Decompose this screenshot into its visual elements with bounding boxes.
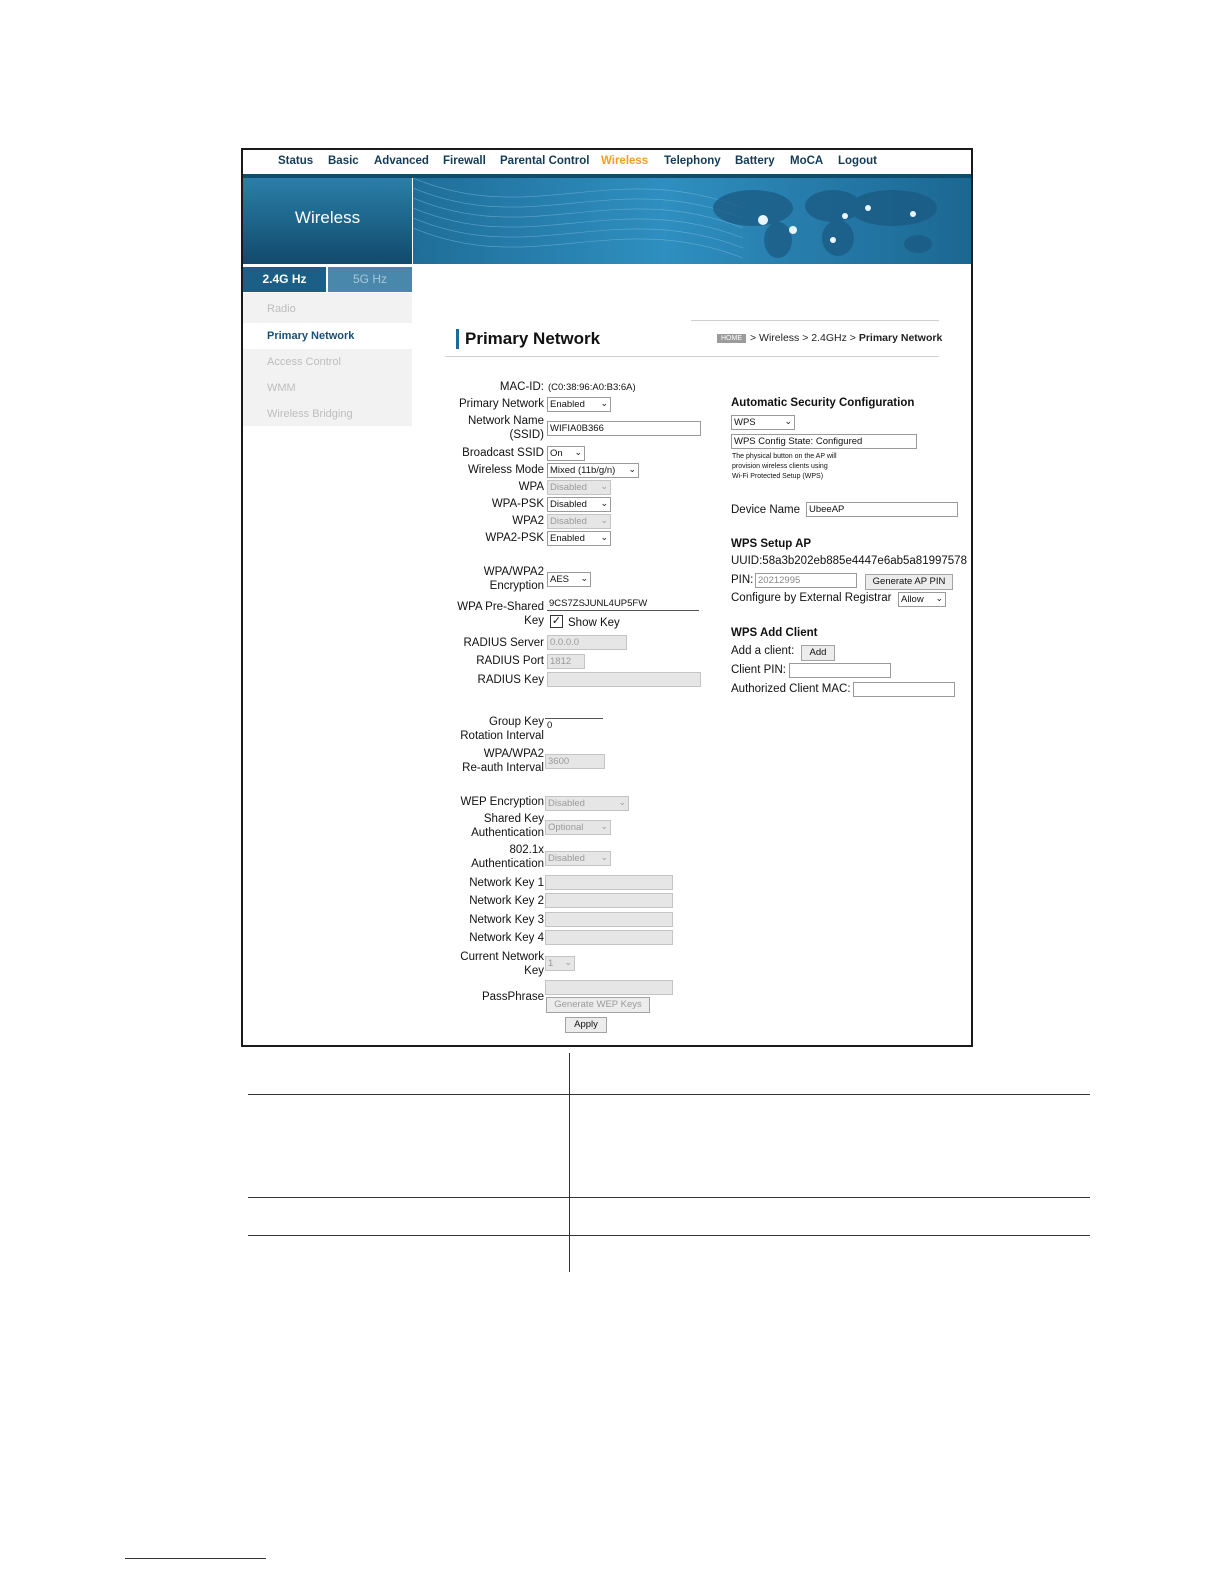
sidebar-item-primary-network[interactable]: Primary Network bbox=[267, 330, 355, 342]
ssid-label-line2: (SSID) bbox=[509, 429, 544, 441]
pin-input[interactable]: 20212995 bbox=[755, 573, 857, 588]
wpa-psk-select[interactable] bbox=[547, 497, 611, 512]
wps-note-line1: The physical button on the AP will bbox=[732, 453, 837, 460]
nav-parental-control[interactable]: Parental Control bbox=[500, 155, 590, 167]
chevron-down-icon: ⌄ bbox=[600, 852, 608, 862]
current-key-label-line2: Key bbox=[524, 965, 544, 977]
radius-port-input[interactable]: 1812 bbox=[547, 654, 585, 669]
router-admin-window bbox=[241, 148, 973, 1047]
add-client-label: Add a client: bbox=[731, 645, 795, 657]
breadcrumb-path: > Wireless > 2.4GHz > bbox=[750, 332, 859, 344]
nav-status[interactable]: Status bbox=[278, 155, 314, 167]
nav-wireless[interactable]: Wireless bbox=[601, 155, 649, 167]
network-key-4-label: Network Key 4 bbox=[469, 932, 544, 944]
network-key-2-label: Network Key 2 bbox=[469, 895, 544, 907]
apply-button[interactable]: Apply bbox=[565, 1017, 607, 1033]
sidebar-item-radio[interactable]: Radio bbox=[267, 303, 296, 315]
chevron-down-icon: ⌄ bbox=[580, 573, 588, 583]
reauth-label-line1: WPA/WPA2 bbox=[483, 748, 544, 760]
table-column-divider bbox=[569, 1053, 570, 1272]
wpa2-label: WPA2 bbox=[512, 515, 544, 527]
sidebar-item-wmm[interactable]: WMM bbox=[267, 382, 296, 394]
radius-server-input[interactable]: 0.0.0.0 bbox=[547, 635, 627, 650]
header-rule-bottom bbox=[445, 356, 939, 357]
primary-network-label: Primary Network bbox=[459, 398, 544, 410]
psk-label-line2: Key bbox=[524, 615, 544, 627]
nav-logout[interactable]: Logout bbox=[838, 155, 877, 167]
chevron-down-icon: ⌄ bbox=[600, 398, 608, 408]
wps-setup-heading: WPS Setup AP bbox=[731, 538, 812, 550]
nav-firewall[interactable]: Firewall bbox=[443, 155, 486, 167]
wpa-value: Disabled bbox=[550, 482, 587, 493]
table-rule bbox=[248, 1094, 1090, 1095]
table-rule bbox=[248, 1197, 1090, 1198]
group-key-label-line1: Group Key bbox=[489, 716, 544, 728]
radius-key-input[interactable] bbox=[547, 672, 701, 687]
banner-title: Wireless bbox=[294, 208, 361, 227]
wps-method-select[interactable] bbox=[731, 415, 795, 430]
network-key-1-input[interactable] bbox=[545, 875, 673, 890]
group-key-input[interactable]: 0 bbox=[545, 718, 603, 732]
chevron-down-icon: ⌄ bbox=[564, 957, 572, 967]
network-key-3-input[interactable] bbox=[545, 912, 673, 927]
psk-label-line1: WPA Pre-Shared bbox=[457, 601, 544, 613]
chevron-down-icon: ⌄ bbox=[935, 593, 943, 603]
breadcrumb-current: Primary Network bbox=[858, 332, 943, 344]
reauth-label-line2: Re-auth Interval bbox=[462, 762, 544, 774]
current-key-select[interactable] bbox=[545, 956, 575, 971]
wpa-select[interactable] bbox=[547, 480, 611, 495]
dot1x-select[interactable] bbox=[545, 851, 611, 866]
primary-network-select[interactable] bbox=[547, 397, 611, 412]
encryption-value: AES bbox=[550, 574, 570, 585]
wep-encryption-label: WEP Encryption bbox=[460, 796, 544, 808]
chevron-down-icon: ⌄ bbox=[600, 821, 608, 831]
mac-label: MAC-ID: bbox=[499, 381, 544, 393]
primary-network-value: Enabled bbox=[550, 399, 585, 410]
wpa-psk-value: Disabled bbox=[550, 499, 587, 510]
wireless-mode-value: Mixed (11b/g/n) bbox=[550, 465, 616, 476]
wpa2-psk-label: WPA2-PSK bbox=[485, 532, 544, 544]
current-key-value: 1 bbox=[548, 958, 554, 969]
nav-advanced[interactable]: Advanced bbox=[374, 155, 429, 167]
section-banner bbox=[243, 178, 412, 264]
encryption-label-line1: WPA/WPA2 bbox=[483, 566, 544, 578]
sidebar-item-wireless-bridging[interactable]: Wireless Bridging bbox=[267, 408, 353, 420]
chevron-down-icon: ⌄ bbox=[574, 447, 582, 457]
passphrase-label: PassPhrase bbox=[481, 991, 544, 1003]
device-name-input[interactable]: UbeeAP bbox=[806, 502, 958, 517]
client-pin-input[interactable] bbox=[789, 663, 891, 678]
world-map-banner-image bbox=[413, 178, 971, 264]
nav-basic[interactable]: Basic bbox=[328, 155, 359, 167]
shared-key-label-line2: Authentication bbox=[471, 827, 544, 839]
top-navigation bbox=[243, 150, 971, 178]
nav-telephony[interactable]: Telephony bbox=[664, 155, 721, 167]
chevron-down-icon: ⌄ bbox=[600, 515, 608, 525]
wps-config-state: WPS Config State: Configured bbox=[731, 434, 917, 449]
pin-label: PIN: bbox=[731, 574, 754, 586]
group-key-label-line2: Rotation Interval bbox=[460, 730, 544, 742]
wpa2-psk-select[interactable] bbox=[547, 531, 611, 546]
encryption-select[interactable] bbox=[547, 572, 591, 587]
generate-ap-pin-button[interactable]: Generate AP PIN bbox=[865, 574, 953, 590]
network-key-3-label: Network Key 3 bbox=[469, 914, 544, 926]
radius-port-label: RADIUS Port bbox=[476, 655, 544, 667]
wpa2-value: Disabled bbox=[550, 516, 587, 527]
nav-moca[interactable]: MoCA bbox=[790, 155, 824, 167]
wep-encryption-value: Disabled bbox=[548, 798, 585, 809]
chevron-down-icon: ⌄ bbox=[600, 481, 608, 491]
wps-note-line2: provision wireless clients using bbox=[732, 463, 828, 470]
current-key-label-line1: Current Network bbox=[460, 951, 544, 963]
wpa-label: WPA bbox=[518, 481, 544, 493]
home-icon[interactable]: HOME bbox=[717, 334, 746, 343]
device-name-label: Device Name bbox=[731, 504, 801, 516]
dot1x-label-line1: 802.1x bbox=[509, 844, 544, 856]
authorized-mac-input[interactable] bbox=[853, 682, 955, 697]
wep-encryption-select[interactable] bbox=[545, 796, 629, 811]
wps-add-client-heading: WPS Add Client bbox=[731, 627, 818, 639]
dot1x-value: Disabled bbox=[548, 853, 585, 864]
nav-battery[interactable]: Battery bbox=[735, 155, 775, 167]
header-rule-top bbox=[691, 320, 939, 321]
breadcrumb bbox=[717, 332, 942, 344]
shared-key-label-line1: Shared Key bbox=[483, 813, 544, 825]
mac-value: (C0:38:96:A0:B3:6A) bbox=[548, 382, 636, 393]
show-key-label: Show Key bbox=[568, 617, 620, 629]
sidebar-item-access-control[interactable]: Access Control bbox=[267, 356, 341, 368]
table-rule bbox=[248, 1235, 1090, 1236]
wpa2-select[interactable] bbox=[547, 514, 611, 529]
broadcast-ssid-select[interactable] bbox=[547, 446, 585, 461]
page-title: Primary Network bbox=[456, 329, 600, 349]
network-key-1-label: Network Key 1 bbox=[469, 877, 544, 889]
chevron-down-icon: ⌄ bbox=[784, 416, 792, 426]
external-registrar-label: Configure by External Registrar bbox=[731, 592, 892, 604]
footnote-rule bbox=[125, 1558, 266, 1559]
encryption-label-line2: Encryption bbox=[489, 580, 544, 592]
ssid-input[interactable]: WIFIA0B366 bbox=[547, 421, 701, 436]
authorized-mac-label: Authorized Client MAC: bbox=[731, 683, 851, 695]
chevron-down-icon: ⌄ bbox=[600, 532, 608, 542]
wps-method-value: WPS bbox=[734, 417, 756, 428]
client-pin-label: Client PIN: bbox=[731, 664, 786, 676]
wireless-mode-select[interactable] bbox=[547, 463, 639, 478]
chevron-down-icon: ⌄ bbox=[600, 498, 608, 508]
external-registrar-select[interactable] bbox=[898, 592, 946, 607]
tab-2-4ghz[interactable]: 2.4G Hz bbox=[243, 267, 326, 292]
passphrase-input[interactable] bbox=[545, 980, 673, 995]
generate-wep-keys-button[interactable]: Generate WEP Keys bbox=[546, 997, 650, 1013]
tab-5ghz[interactable]: 5G Hz bbox=[328, 267, 412, 292]
wps-note-line3: Wi-Fi Protected Setup (WPS) bbox=[732, 473, 824, 480]
show-key-checkbox[interactable]: ✓ bbox=[551, 615, 562, 627]
add-client-button[interactable]: Add bbox=[801, 645, 835, 661]
radius-key-label: RADIUS Key bbox=[477, 674, 544, 686]
broadcast-ssid-value: On bbox=[550, 448, 563, 459]
network-key-4-input[interactable] bbox=[545, 930, 673, 945]
reauth-input[interactable]: 3600 bbox=[545, 754, 605, 769]
external-registrar-value: Allow bbox=[901, 594, 924, 605]
uuid-text: UUID:58a3b202eb885e4447e6ab5a81997578 bbox=[731, 555, 967, 567]
dot1x-label-line2: Authentication bbox=[471, 858, 544, 870]
chevron-down-icon: ⌄ bbox=[618, 797, 626, 807]
ssid-label-line1: Network Name bbox=[467, 415, 544, 427]
wpa2-psk-value: Enabled bbox=[550, 533, 585, 544]
shared-key-select[interactable] bbox=[545, 820, 611, 835]
psk-input[interactable]: 9CS7ZSJUNL4UP5FW bbox=[547, 597, 699, 611]
chevron-down-icon: ⌄ bbox=[628, 464, 636, 474]
auto-security-heading: Automatic Security Configuration bbox=[731, 397, 915, 409]
radius-server-label: RADIUS Server bbox=[463, 637, 544, 649]
wpa-psk-label: WPA-PSK bbox=[491, 498, 544, 510]
wireless-mode-label: Wireless Mode bbox=[467, 464, 544, 476]
broadcast-ssid-label: Broadcast SSID bbox=[462, 447, 544, 459]
network-key-2-input[interactable] bbox=[545, 893, 673, 908]
shared-key-value: Optional bbox=[548, 822, 584, 833]
